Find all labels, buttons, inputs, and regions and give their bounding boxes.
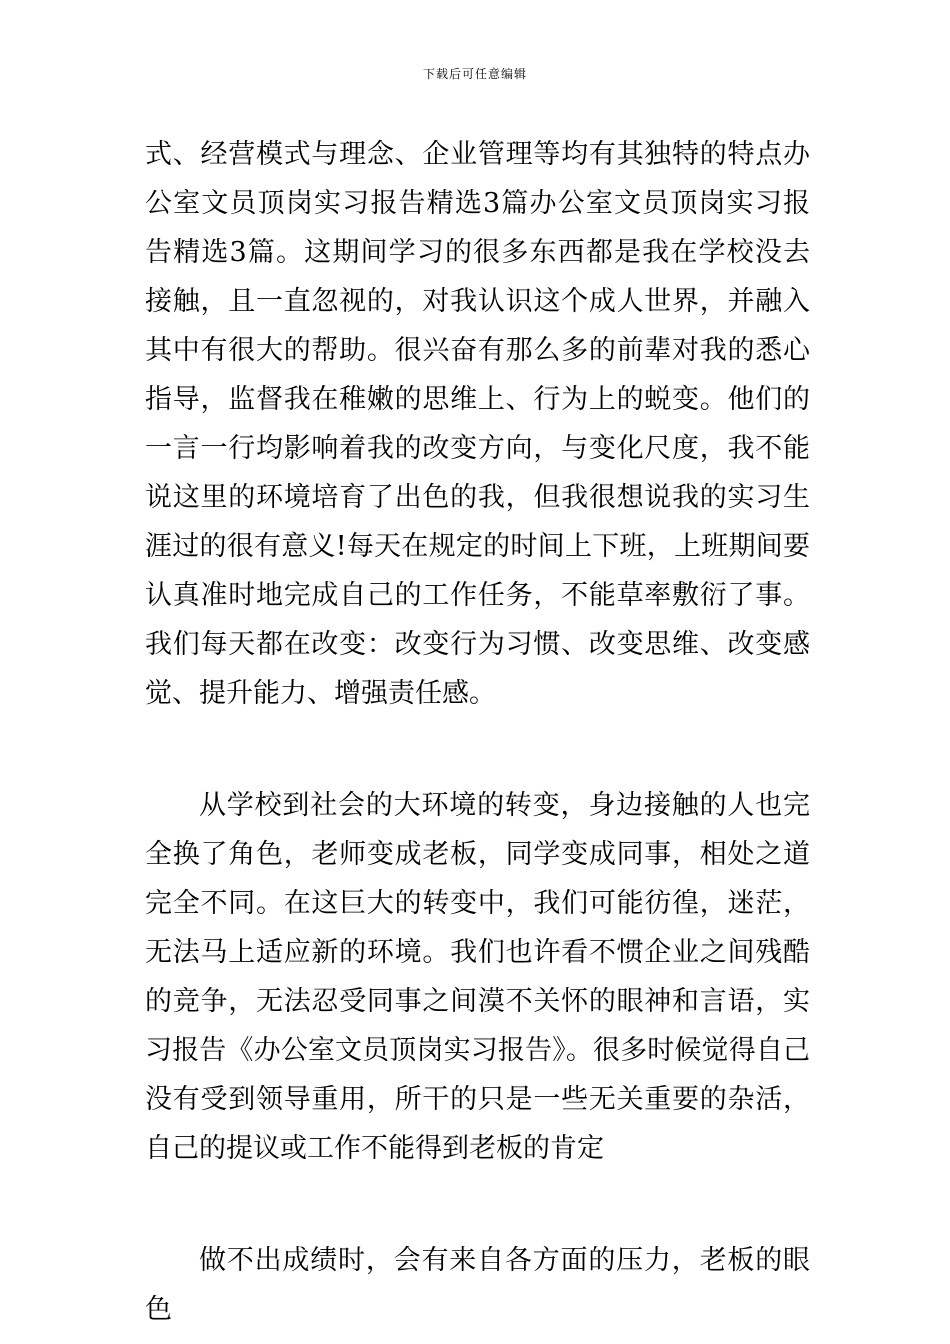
paragraph-3: 做不出成绩时，会有来自各方面的压力，老板的眼色: [145, 1245, 810, 1325]
document-body: [145, 130, 810, 1334]
paragraph-1: 式、经营模式与理念、企业管理等均有其独特的特点办公室文员顶岗实习报告精选3篇办公室文员顶岗实习报告精选3篇。这期间学习的很多东西都是我在学校没去接触，且一直忽视的，对我认识这个成人世界，并融入其中有很大的帮助。很兴奋有那么多的前辈对我的悉心指导，监督我在稚嫩的思维上、行为上的蜕变。他们的一言一行均影响着我的改变方向，与变化尺度，我不能说这里的环境培育了出色的我，但我很想说我的实习生涯过的很有意义!每天在规定的时间上下班，上班期间要认真准时地完成自己的工作任务，不能草率敷衍了事。我们每天都在改变：改变行为习惯、改变思维、改变感觉、提升能力、增强责任感。: [145, 139, 810, 709]
paragraph-2: 从学校到社会的大环境的转变，身边接触的人也完全换了角色，老师变成老板，同学变成同事，相处之道完全不同。在这巨大的转变中，我们可能彷徨，迷茫，无法马上适应新的环境。我们也许看不惯企业之间残酷的竞争，无法忍受同事之间漠不关怀的眼神和言语，实习报告《办公室文员顶岗实习报告》。很多时候觉得自己没有受到领导重用，所干的只是一些无关重要的杂活，自己的提议或工作不能得到老板的肯定: [145, 790, 810, 1164]
page-header: 下载后可任意编辑: [422, 67, 527, 81]
